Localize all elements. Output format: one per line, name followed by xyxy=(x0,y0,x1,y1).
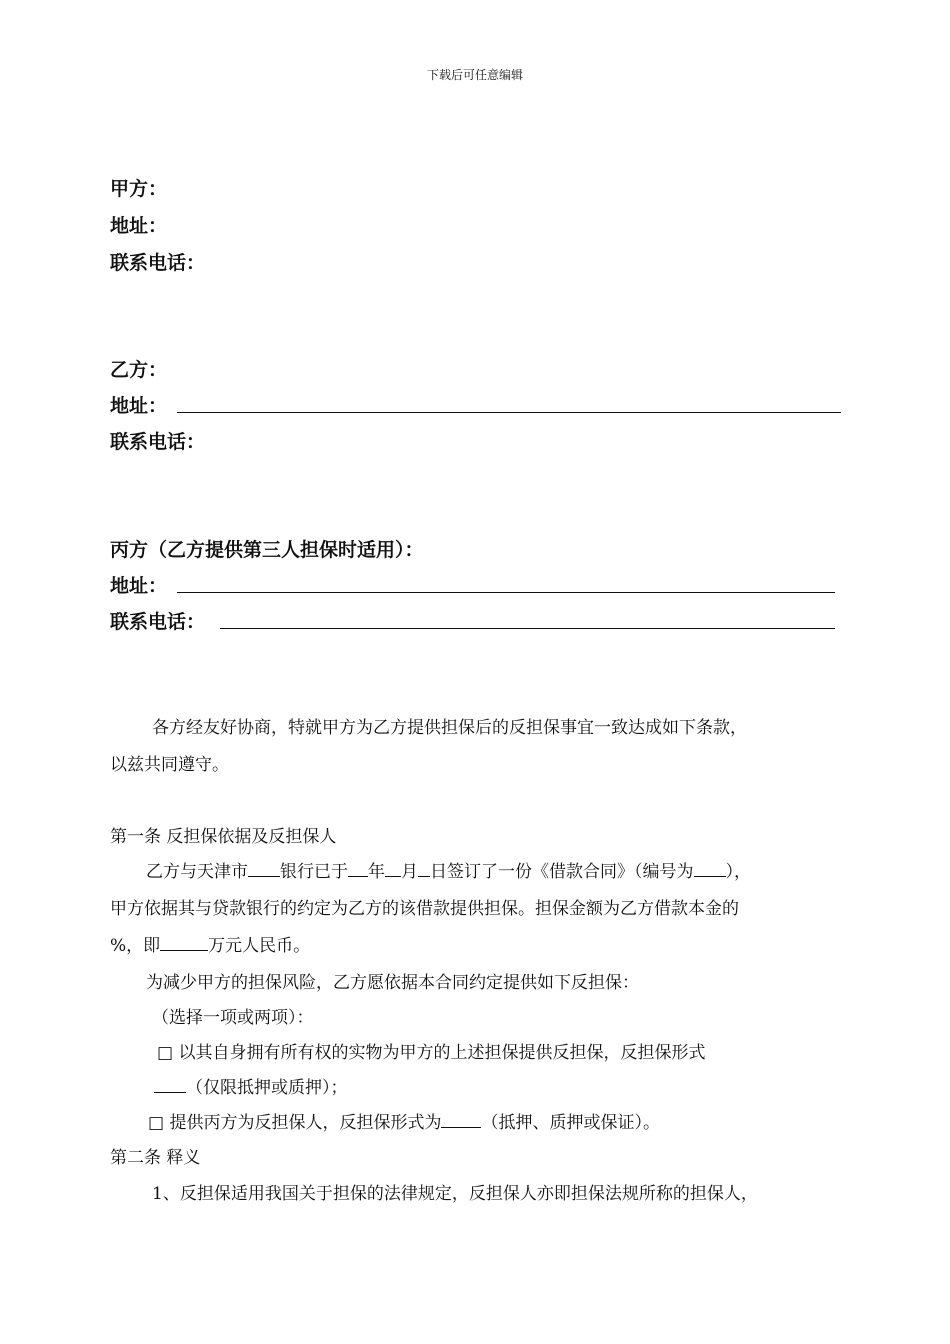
party-b-address-underline xyxy=(177,412,841,413)
blank-contract-number xyxy=(694,858,726,877)
text-segment: 年 xyxy=(368,862,385,882)
text-segment: ）， xyxy=(725,862,751,882)
blank-year xyxy=(348,858,368,877)
blank-month xyxy=(385,858,401,877)
text-segment: 乙方与天津市 xyxy=(146,862,248,882)
party-b-name-label: 乙方： xyxy=(110,359,168,381)
text-segment: 月 xyxy=(401,862,418,882)
option-2 xyxy=(148,1108,660,1133)
party-c-address-label: 地址： xyxy=(110,575,168,597)
party-c-name-label: 丙方（乙方提供第三人担保时适用）： xyxy=(110,539,424,561)
text-segment: （抵押、质押或保证）。 xyxy=(481,1113,660,1133)
article-1-title: 第一条 反担保依据及反担保人 xyxy=(110,827,337,847)
party-c-phone-underline xyxy=(220,628,835,629)
text-segment: 日签订了一份《借款合同》（编号为 xyxy=(430,862,694,882)
text-segment: 万元人民币。 xyxy=(208,936,311,956)
blank-day xyxy=(418,858,430,877)
party-b-phone-label: 联系电话： xyxy=(110,431,206,453)
party-a-phone-label: 联系电话： xyxy=(110,252,206,274)
article-1-paragraph-1-line-2: 甲方依据其与贷款银行的约定为乙方的该借款提供担保。担保金额为乙方借款本金的 xyxy=(110,899,739,919)
party-b-address-label: 地址： xyxy=(110,395,168,417)
blank-guarantee-form xyxy=(441,1109,481,1128)
article-1-paragraph-3: （选择一项或两项）： xyxy=(152,1008,314,1028)
party-a-address-label: 地址： xyxy=(110,215,168,237)
party-c-address-underline xyxy=(177,592,835,593)
option-1-line-2 xyxy=(154,1073,348,1098)
article-1-paragraph-1-line-3 xyxy=(110,931,310,956)
article-2-paragraph-1: 1、反担保适用我国关于担保的法律规定，反担保人亦即担保法规所称的担保人， xyxy=(152,1184,758,1204)
blank-amount xyxy=(160,932,208,951)
option-1-line-1: □ 以其自身拥有所有权的实物为甲方的上述担保提供反担保，反担保形式 xyxy=(157,1043,706,1063)
text-segment: （仅限抵押或质押）； xyxy=(186,1078,348,1098)
blank-collateral-form xyxy=(154,1074,186,1093)
intro-line-2: 以兹共同遵守。 xyxy=(110,755,229,775)
text-segment: □ 提供丙方为反担保人，反担保形式为 xyxy=(148,1113,442,1133)
intro-line-1: 各方经友好协商，特就甲方为乙方提供担保后的反担保事宜一致达成如下条款， xyxy=(152,718,747,738)
party-a-name-label: 甲方： xyxy=(110,178,168,200)
party-c-phone-label: 联系电话： xyxy=(110,611,206,633)
text-segment: %，即 xyxy=(110,936,161,956)
text-segment: 银行已于 xyxy=(280,862,348,882)
blank-bank-name xyxy=(248,858,280,877)
article-1-paragraph-2: 为减少甲方的担保风险，乙方愿依据本合同约定提供如下反担保： xyxy=(146,973,639,993)
article-1-paragraph-1-line-1 xyxy=(146,857,751,882)
article-2-title: 第二条 释义 xyxy=(110,1148,201,1168)
page-header-note: 下载后可任意编辑 xyxy=(426,68,523,82)
